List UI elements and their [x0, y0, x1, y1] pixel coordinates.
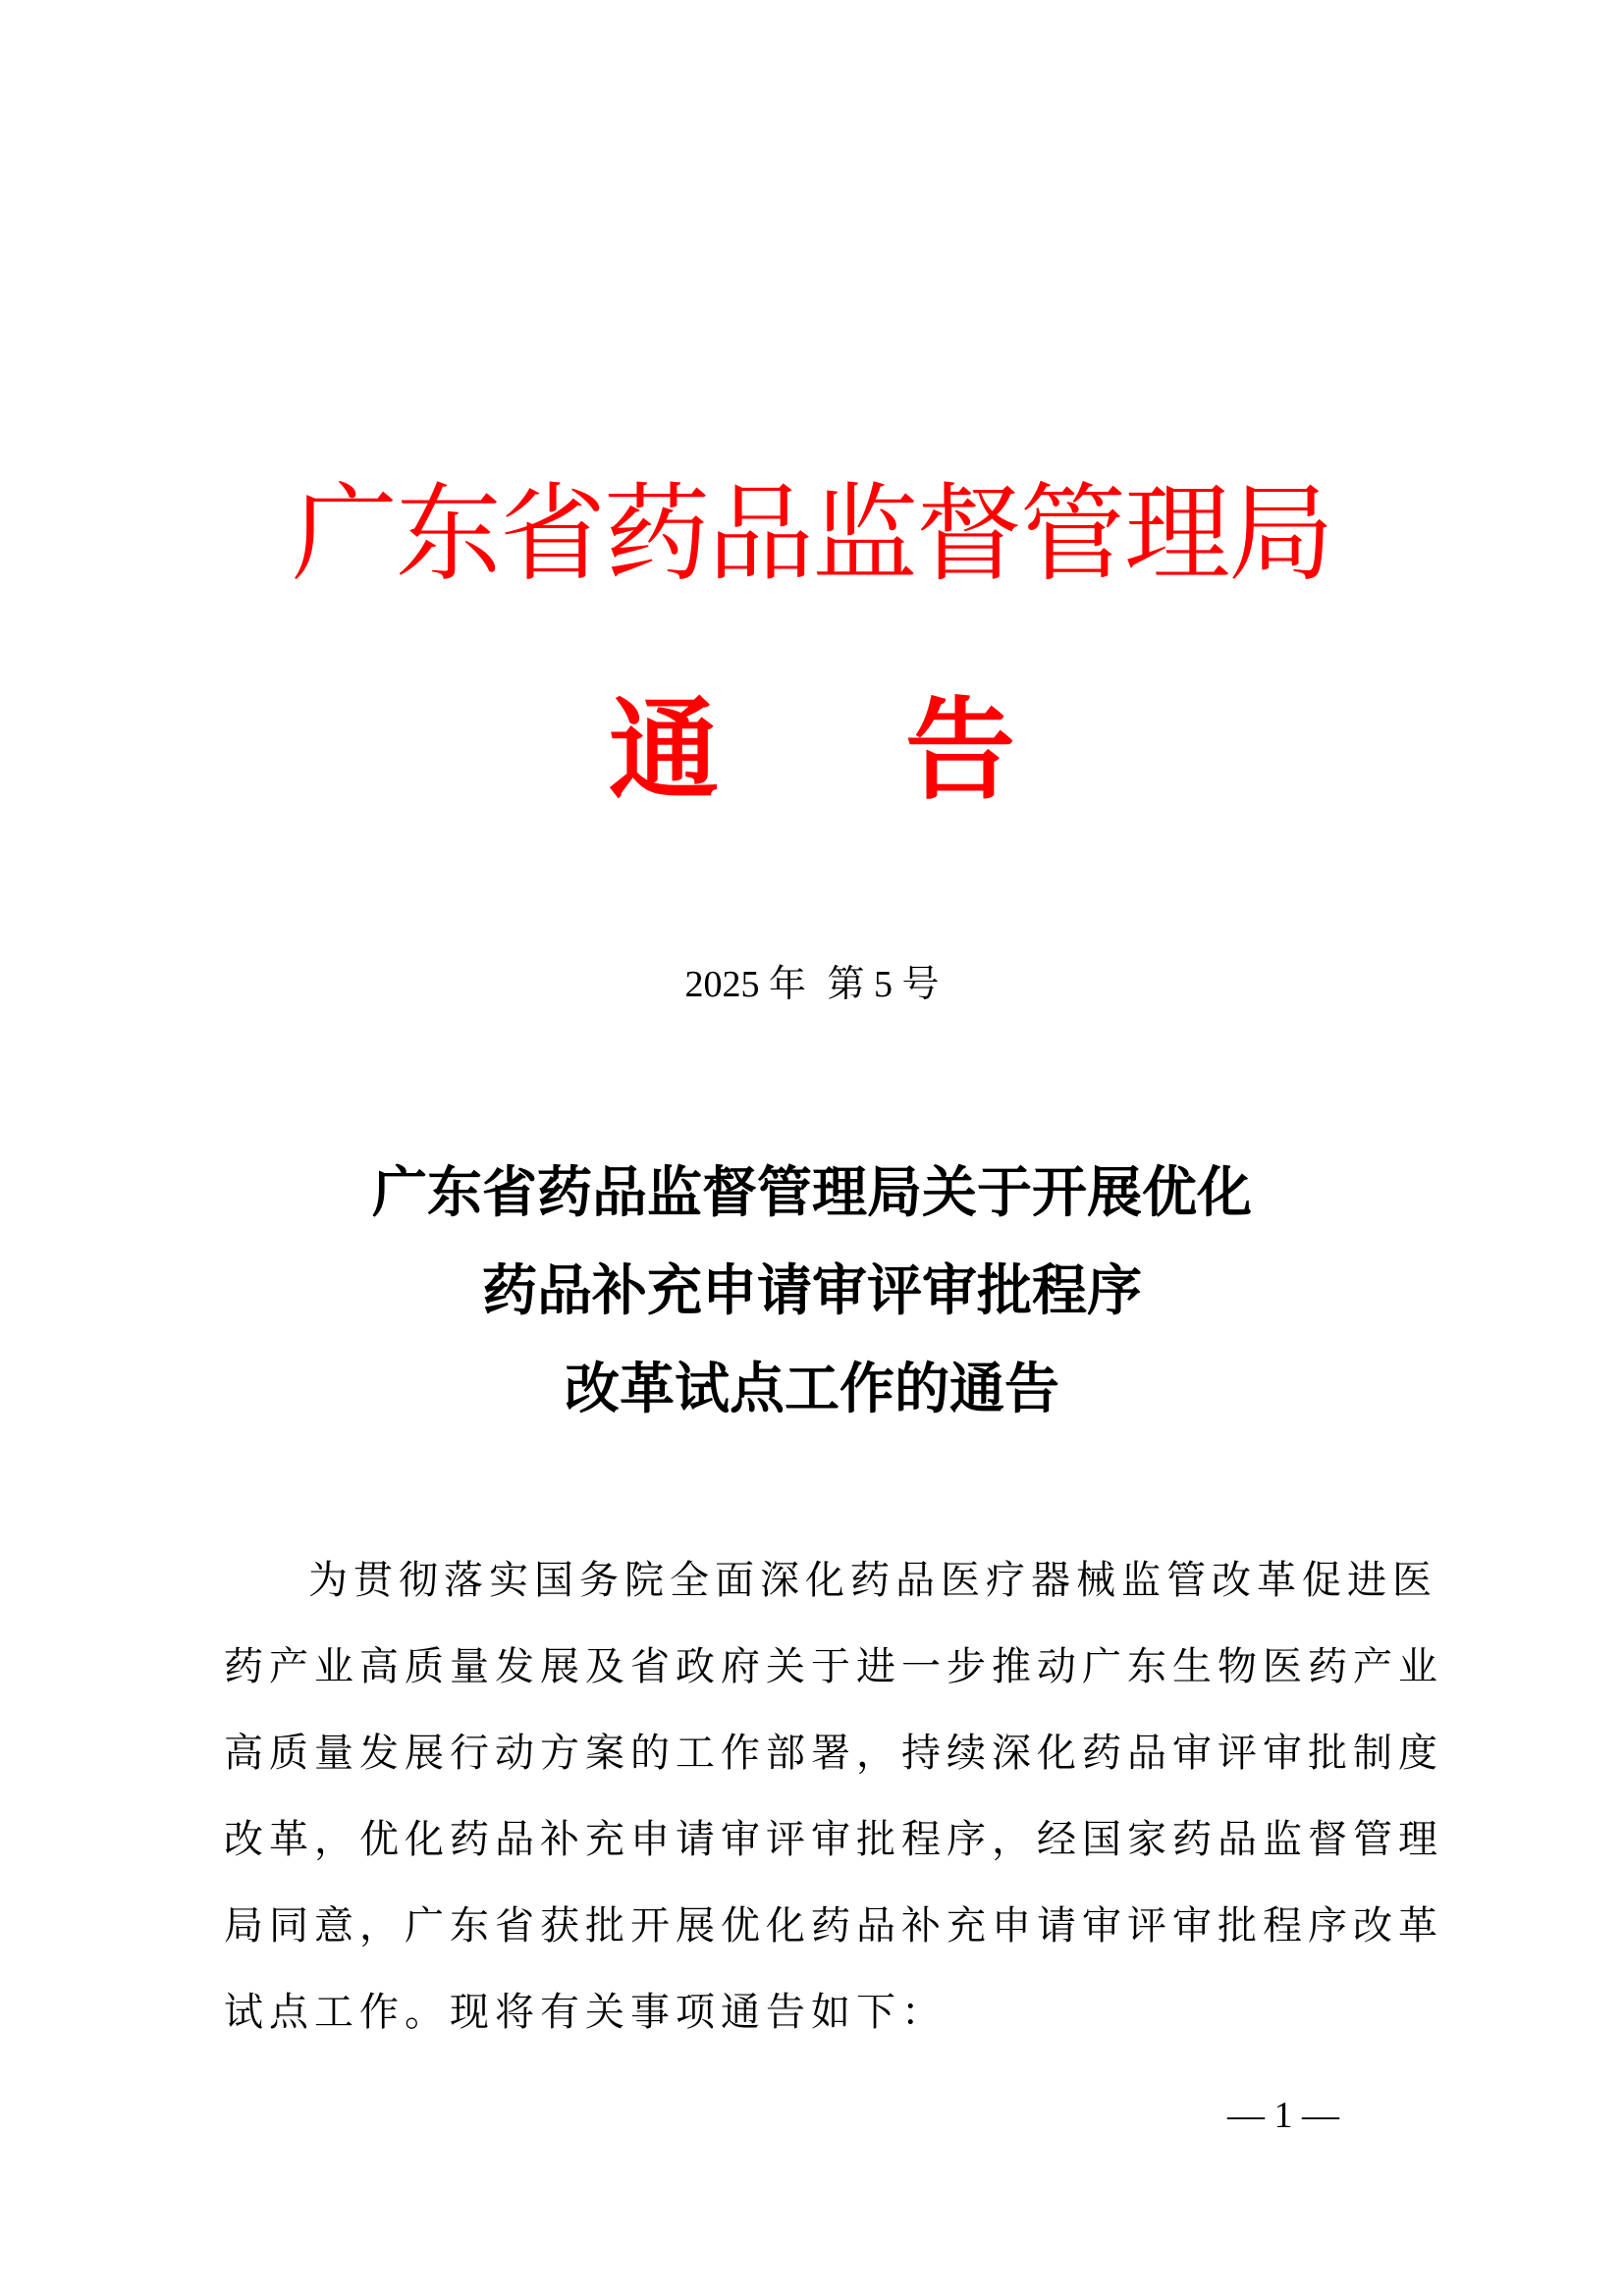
doc-serial: 第 5 号: [827, 964, 940, 1005]
document-number: [0, 960, 1624, 1009]
body-line: 药产业高质量发展及省政府关于进一步推动广东生物医药产业: [224, 1644, 1443, 1689]
page-number: — 1 —: [1227, 2095, 1339, 2136]
body-paragraph: [224, 1537, 1443, 2056]
title-line: 广东省药品监督管理局关于开展优化: [372, 1160, 1252, 1225]
title-line: 药品补充申请审评审批程序: [482, 1258, 1142, 1323]
notice-type-heading: [0, 682, 1624, 820]
body-line: 局同意，广东省获批开展优化药品补充申请审评审批程序改革: [224, 1903, 1443, 1949]
notice-type-char-2: 告: [905, 686, 1015, 815]
body-line: 为贯彻落实国务院全面深化药品医疗器械监管改革促进医: [308, 1558, 1437, 1603]
body-line: 高质量发展行动方案的工作部署，持续深化药品审评审批制度: [224, 1731, 1443, 1776]
doc-year: 2025 年: [684, 964, 806, 1005]
notice-type-char-1: 通: [609, 686, 719, 815]
body-line: 试点工作。现将有关事项通告如下：: [224, 1990, 947, 2035]
title-line: 改革试点工作的通告: [565, 1357, 1059, 1421]
agency-name-header: 广东省药品监督管理局: [291, 473, 1332, 596]
document-title: [0, 1144, 1624, 1438]
body-line: 改革，优化药品补充申请审评审批程序，经国家药品监督管理: [224, 1817, 1443, 1862]
